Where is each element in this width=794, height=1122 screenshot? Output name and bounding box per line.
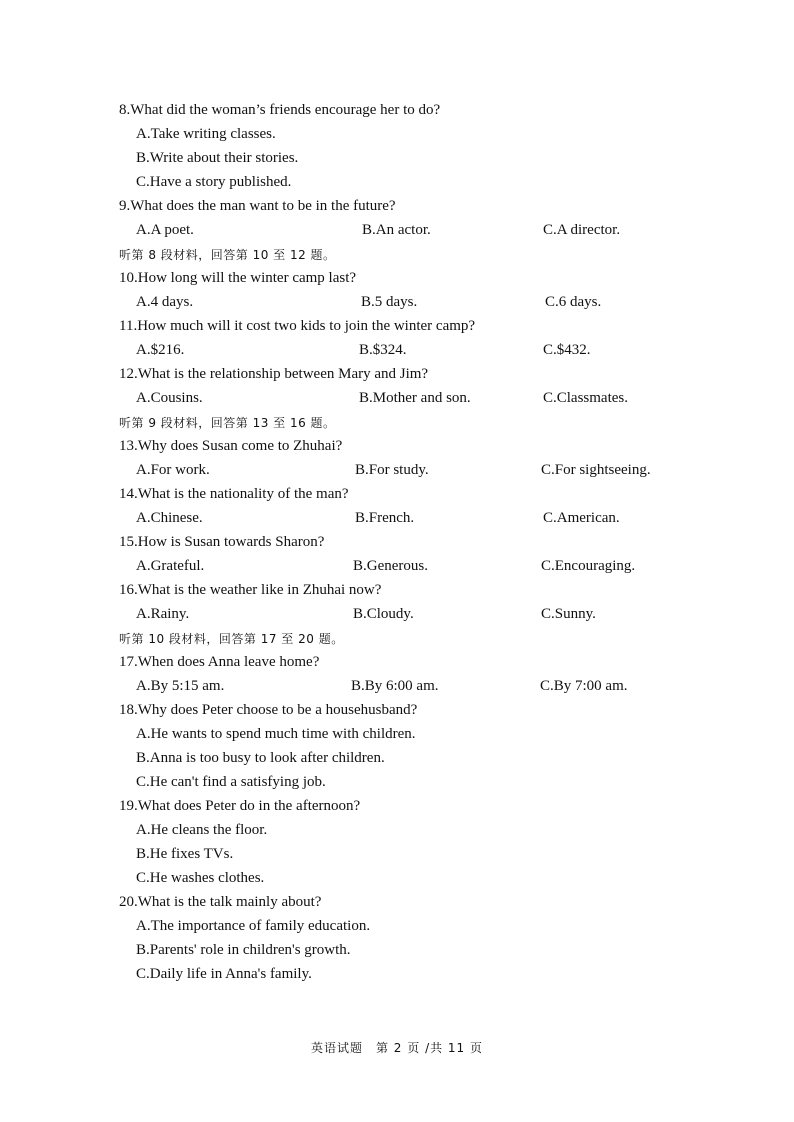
answer-option: A.Rainy. bbox=[136, 606, 190, 622]
question-stem: 8.What did the woman’s friends encourage her to do? bbox=[119, 102, 441, 118]
answer-option: A.Grateful. bbox=[136, 558, 205, 574]
page-footer: 英语试题 第 2 页 /共 11 页 bbox=[310, 1041, 484, 1055]
answer-option: A.He cleans the floor. bbox=[136, 822, 268, 838]
section-instruction: 听第 10 段材料，回答第 17 至 20 题。 bbox=[119, 632, 344, 646]
answer-option: B.Cloudy. bbox=[353, 606, 414, 622]
question-stem: 11.How much will it cost two kids to join the winter camp? bbox=[119, 318, 476, 334]
question-stem: 16.What is the weather like in Zhuhai now? bbox=[119, 582, 382, 598]
answer-option: A.A poet. bbox=[136, 222, 194, 238]
section-instruction: 听第 9 段材料，回答第 13 至 16 题。 bbox=[119, 416, 336, 430]
answer-option: A.By 5:15 am. bbox=[136, 678, 225, 694]
answer-option: C.A director. bbox=[543, 222, 621, 238]
question-stem: 15.How is Susan towards Sharon? bbox=[119, 534, 325, 550]
answer-option: C.By 7:00 am. bbox=[540, 678, 628, 694]
answer-option: C.American. bbox=[543, 510, 620, 526]
answer-option: B.5 days. bbox=[361, 294, 418, 310]
answer-option: A.Take writing classes. bbox=[136, 126, 276, 142]
answer-option: B.Anna is too busy to look after children. bbox=[136, 750, 385, 766]
answer-option: A.For work. bbox=[136, 462, 210, 478]
answer-option: C.Classmates. bbox=[543, 390, 628, 406]
question-stem: 17.When does Anna leave home? bbox=[119, 654, 320, 670]
answer-option: C.Sunny. bbox=[541, 606, 596, 622]
question-stem: 9.What does the man want to be in the future? bbox=[119, 198, 396, 214]
answer-option: B.Parents' role in children's growth. bbox=[136, 942, 351, 958]
answer-option: C.He washes clothes. bbox=[136, 870, 265, 886]
answer-option: B.Mother and son. bbox=[359, 390, 471, 406]
answer-option: A.Chinese. bbox=[136, 510, 203, 526]
answer-option: B.By 6:00 am. bbox=[351, 678, 439, 694]
answer-option: A.He wants to spend much time with children. bbox=[136, 726, 416, 742]
answer-option: B.An actor. bbox=[362, 222, 431, 238]
answer-option: C.He can't find a satisfying job. bbox=[136, 774, 326, 790]
question-stem: 10.How long will the winter camp last? bbox=[119, 270, 357, 286]
answer-option: B.French. bbox=[355, 510, 415, 526]
answer-option: C.$432. bbox=[543, 342, 591, 358]
answer-option: B.For study. bbox=[355, 462, 429, 478]
question-stem: 12.What is the relationship between Mary and Jim? bbox=[119, 366, 429, 382]
question-stem: 20.What is the talk mainly about? bbox=[119, 894, 322, 910]
answer-option: B.$324. bbox=[359, 342, 407, 358]
answer-option: C.Have a story published. bbox=[136, 174, 292, 190]
answer-option: C.6 days. bbox=[545, 294, 602, 310]
answer-option: C.Daily life in Anna's family. bbox=[136, 966, 312, 982]
answer-option: C.For sightseeing. bbox=[541, 462, 651, 478]
answer-option: C.Encouraging. bbox=[541, 558, 636, 574]
section-instruction: 听第 8 段材料，回答第 10 至 12 题。 bbox=[119, 248, 336, 262]
question-stem: 14.What is the nationality of the man? bbox=[119, 486, 349, 502]
answer-option: A.$216. bbox=[136, 342, 185, 358]
answer-option: B.Generous. bbox=[353, 558, 428, 574]
question-stem: 13.Why does Susan come to Zhuhai? bbox=[119, 438, 343, 454]
answer-option: A.Cousins. bbox=[136, 390, 203, 406]
answer-option: A.The importance of family education. bbox=[136, 918, 371, 934]
question-stem: 19.What does Peter do in the afternoon? bbox=[119, 798, 361, 814]
answer-option: B.He fixes TVs. bbox=[136, 846, 234, 862]
answer-option: B.Write about their stories. bbox=[136, 150, 299, 166]
answer-option: A.4 days. bbox=[136, 294, 194, 310]
question-stem: 18.Why does Peter choose to be a househusband? bbox=[119, 702, 418, 718]
